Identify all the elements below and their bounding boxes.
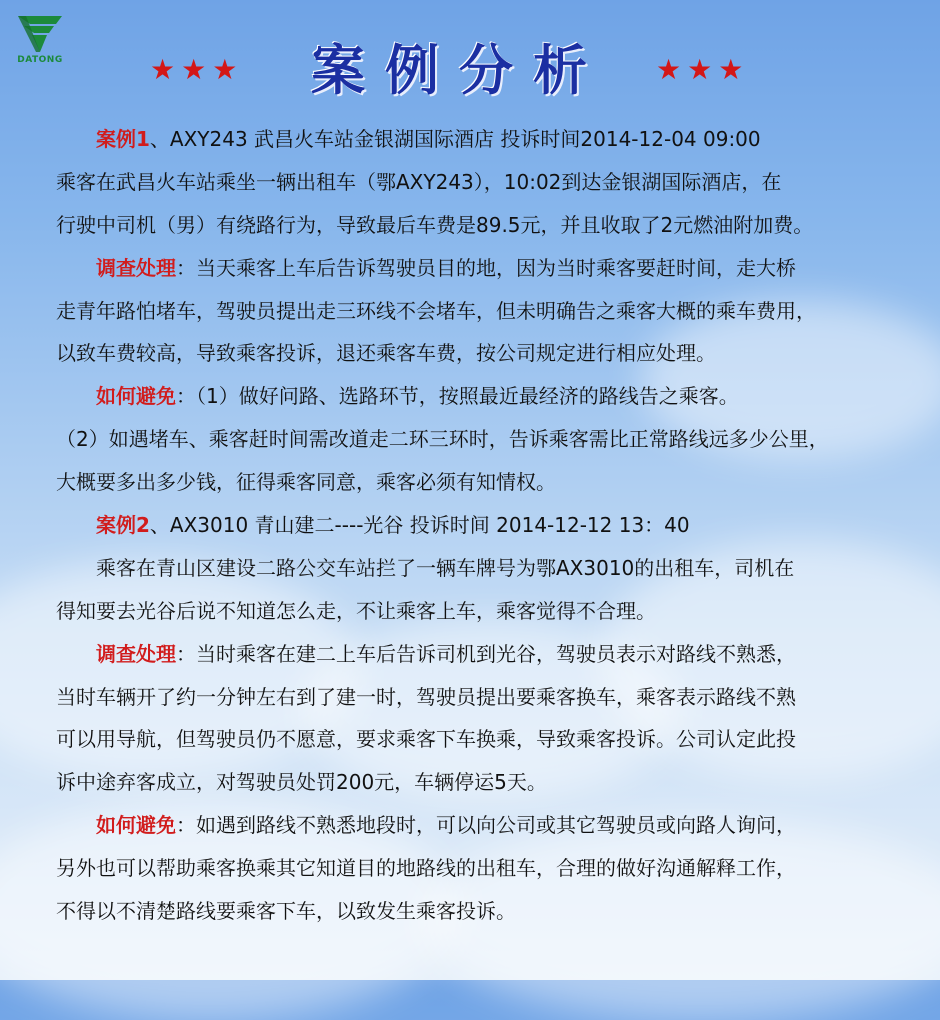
case2-investigation-line: 诉中途弃客成立，对驾驶员处罚200元，车辆停运5天。 (56, 770, 547, 795)
case2-header (56, 504, 926, 547)
case1-investigation-text: ：当天乘客上车后告诉驾驶员目的地，因为当时乘客要赶时间，走大桥 (176, 255, 796, 280)
case2-investigation-label: 调查处理 (96, 641, 176, 666)
case2-investigation-text: ：当时乘客在建二上车后告诉司机到光谷，驾驶员表示对路线不熟悉， (176, 641, 796, 666)
case2-desc-line: 得知要去光谷后说不知道怎么走，不让乘客上车，乘客觉得不合理。 (56, 598, 656, 623)
case1-header-text: 、AXY243 武昌火车站金银湖国际酒店 投诉时间2014-12-04 09:00 (149, 127, 761, 151)
case1-desc-line: 乘客在武昌火车站乘坐一辆出租车（鄂AXY243），10:02到达金银湖国际酒店，在 (56, 169, 782, 194)
case1-avoid (56, 375, 926, 418)
case2-header-text: 、AX3010 青山建二----光谷 投诉时间 2014-12-12 13：40 (149, 513, 690, 538)
case1-avoid-label: 如何避免 (96, 384, 176, 409)
case2-investigation-line: 当时车辆开了约一分钟左右到了建一时，驾驶员提出要乘客换车，乘客表示路线不熟 (56, 684, 796, 709)
case1-avoid-line: （2）如遇堵车、乘客赶时间需改道走二环三环时，告诉乘客需比正常路线远多少公里， (56, 427, 829, 452)
page-header (0, 34, 940, 114)
stars-right: ★★★ (656, 53, 750, 86)
case-content (56, 118, 926, 933)
case1-header (56, 118, 926, 161)
case2-avoid-label: 如何避免 (96, 813, 176, 838)
case2-investigation-line: 可以用导航，但驾驶员仍不愿意，要求乘客下车换乘，导致乘客投诉。公司认定此投 (56, 727, 796, 752)
case2-avoid (56, 804, 926, 847)
logo-text: DATONG (17, 55, 63, 65)
case2-avoid-line: 另外也可以帮助乘客换乘其它知道目的地路线的出租车，合理的做好沟通解释工作， (56, 856, 796, 881)
case2-desc-first: 乘客在青山区建设二路公交车站拦了一辆车牌号为鄂AX3010的出租车，司机在 (96, 555, 795, 580)
case1-investigation (56, 247, 926, 290)
case1-investigation-label: 调查处理 (96, 255, 176, 280)
case2-avoid-line: 不得以不清楚路线要乘客下车，以致发生乘客投诉。 (56, 899, 516, 924)
case2-avoid-text: ：如遇到路线不熟悉地段时，可以向公司或其它驾驶员或向路人询问， (176, 813, 796, 838)
case2-investigation (56, 633, 926, 676)
case2-label: 案例2 (96, 513, 150, 538)
page-title: 案例分析 (311, 38, 607, 102)
stars-left: ★★★ (150, 53, 244, 86)
case1-desc-line: 行驶中司机（男）有绕路行为，导致最后车费是89.5元，并且收取了2元燃油附加费。 (56, 212, 814, 237)
case1-investigation-line: 走青年路怕堵车，驾驶员提出走三环线不会堵车，但未明确告之乘客大概的乘车费用， (56, 298, 816, 323)
case1-avoid-line: 大概要多出多少钱，征得乘客同意，乘客必须有知情权。 (56, 470, 556, 495)
case1-avoid-text: ：（1）做好问路、选路环节，按照最近最经济的路线告之乘客。 (176, 384, 739, 409)
case1-label: 案例1 (96, 127, 150, 151)
case1-investigation-line: 以致车费较高，导致乘客投诉，退还乘客车费，按公司规定进行相应处理。 (56, 341, 716, 366)
